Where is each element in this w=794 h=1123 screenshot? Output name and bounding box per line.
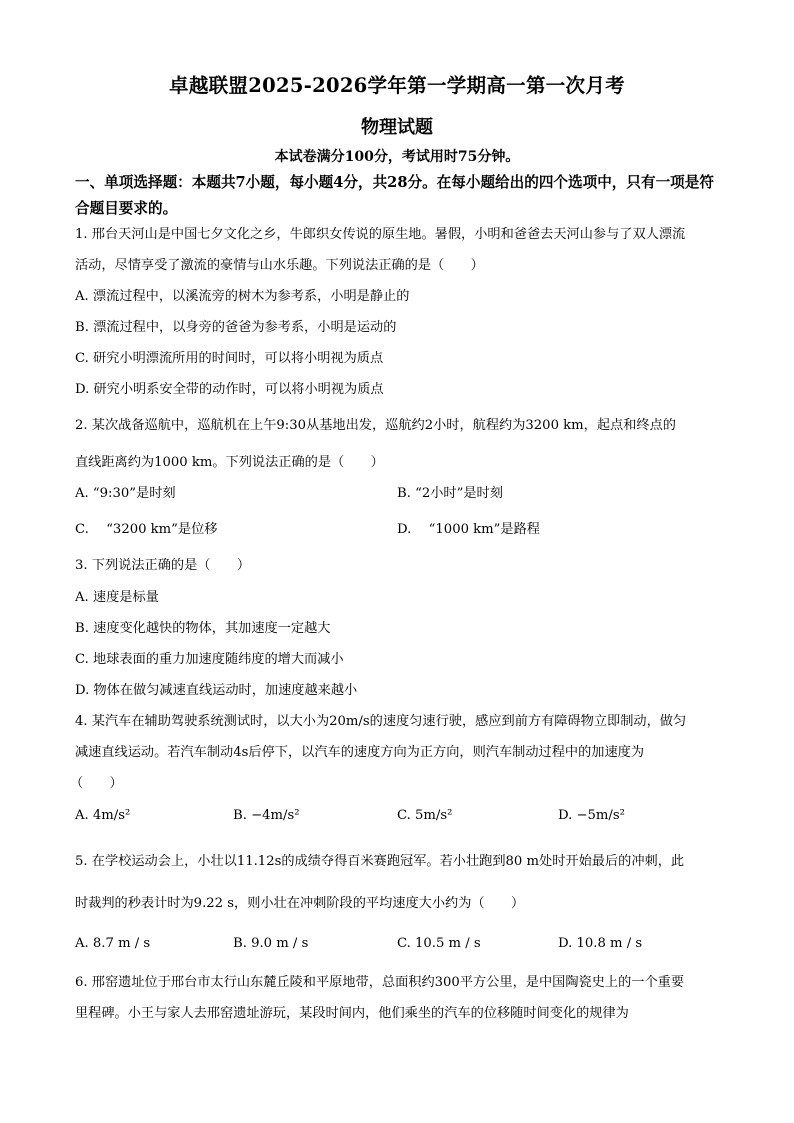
q3-option-d: D. 物体在做匀减速直线运动时，加速度越来越小 [75,683,358,698]
q1-option-c: C. 研究小明漂流所用的时间时，可以将小明视为质点 [75,351,384,366]
q6-stem-line-1: 6. 邢窑遗址位于邢台市太行山东麓丘陵和平原地带，总面积约300平方公里，是中国陶瓷史上的一个重要 [75,975,685,990]
q3-option-a: A. 速度是标量 [75,590,159,605]
q1-option-b: B. 漂流过程中，以身旁的爸爸为参考系，小明是运动的 [75,320,397,335]
q5-option-b: B. 9.0 m / s [233,936,309,951]
q3-option-b: B. 速度变化越快的物体，其加速度一定越大 [75,621,331,636]
q4-option-d: D. −5m/s² [558,808,625,823]
q6-stem-line-2: 里程碑。小王与家人去邢窑遗址游玩，某段时间内，他们乘坐的汽车的位移随时间变化的规律为 [75,1006,629,1021]
q4-option-a: A. 4m/s² [75,808,131,823]
q5-stem-line-1: 5. 在学校运动会上，小壮以11.12s的成绩夺得百米赛跑冠军。若小壮跑到80 m处时开始最后的冲刺，此 [75,854,685,869]
q2-option-c: C. “3200 km”是位移 [75,522,218,537]
q2-option-d: D. “1000 km”是路程 [397,522,540,537]
q3-option-c: C. 地球表面的重力加速度随纬度的增大而减小 [75,652,344,667]
q5-option-d: D. 10.8 m / s [558,936,643,951]
q4-stem-line-3: （ ） [70,776,123,791]
q4-option-c: C. 5m/s² [397,808,453,823]
q2-stem-line-2: 直线距离约为1000 km。下列说法正确的是（ ） [75,455,384,470]
q1-option-a: A. 漂流过程中，以溪流旁的树木为参考系，小明是静止的 [75,289,410,304]
section-heading: 一、单项选择题：本题共7小题，每小题4分，共28分。在每小题给出的四个选项中，只有一项是符合题目要求的。 [75,174,714,217]
exam-note: 本试卷满分100分，考试用时75分钟。 [274,149,520,165]
exam-title: 卓越联盟2025-2026学年第一学期高一第一次月考 [169,74,625,97]
q2-option-b: B. “2小时”是时刻 [397,486,503,501]
subject-title: 物理试题 [361,117,433,138]
q4-stem-line-2: 减速直线运动。若汽车制动4s后停下，以汽车的速度方向为正方向，则汽车制动过程中的加速度为 [75,745,645,760]
q3-stem-line-1: 3. 下列说法正确的是（ ） [75,558,251,573]
q2-option-a: A. “9:30”是时刻 [75,486,176,501]
q4-option-b: B. −4m/s² [233,808,300,823]
q1-option-d: D. 研究小明系安全带的动作时，可以将小明视为质点 [75,382,384,397]
q1-stem-line-2: 活动，尽情享受了激流的豪情与山水乐趣。下列说法正确的是（ ） [75,258,484,273]
q5-option-a: A. 8.7 m / s [75,936,151,951]
q1-stem-line-1: 1. 邢台天河山是中国七夕文化之乡，牛郎织女传说的原生地。暑假，小明和爸爸去天河山参与了双人漂流 [75,227,686,242]
q5-stem-line-2: 时裁判的秒表计时为9.22 s，则小壮在冲刺阶段的平均速度大小约为（ ） [75,896,525,911]
q4-stem-line-1: 4. 某汽车在辅助驾驶系统测试时，以大小为20m/s的速度匀速行驶，感应到前方有障碍物立即制动，做匀 [75,714,687,729]
q5-option-c: C. 10.5 m / s [397,936,481,951]
q2-stem-line-1: 2. 某次战备巡航中，巡航机在上午9:30从基地出发，巡航约2小时，航程约为3200 km，起点和终点的 [75,418,676,433]
